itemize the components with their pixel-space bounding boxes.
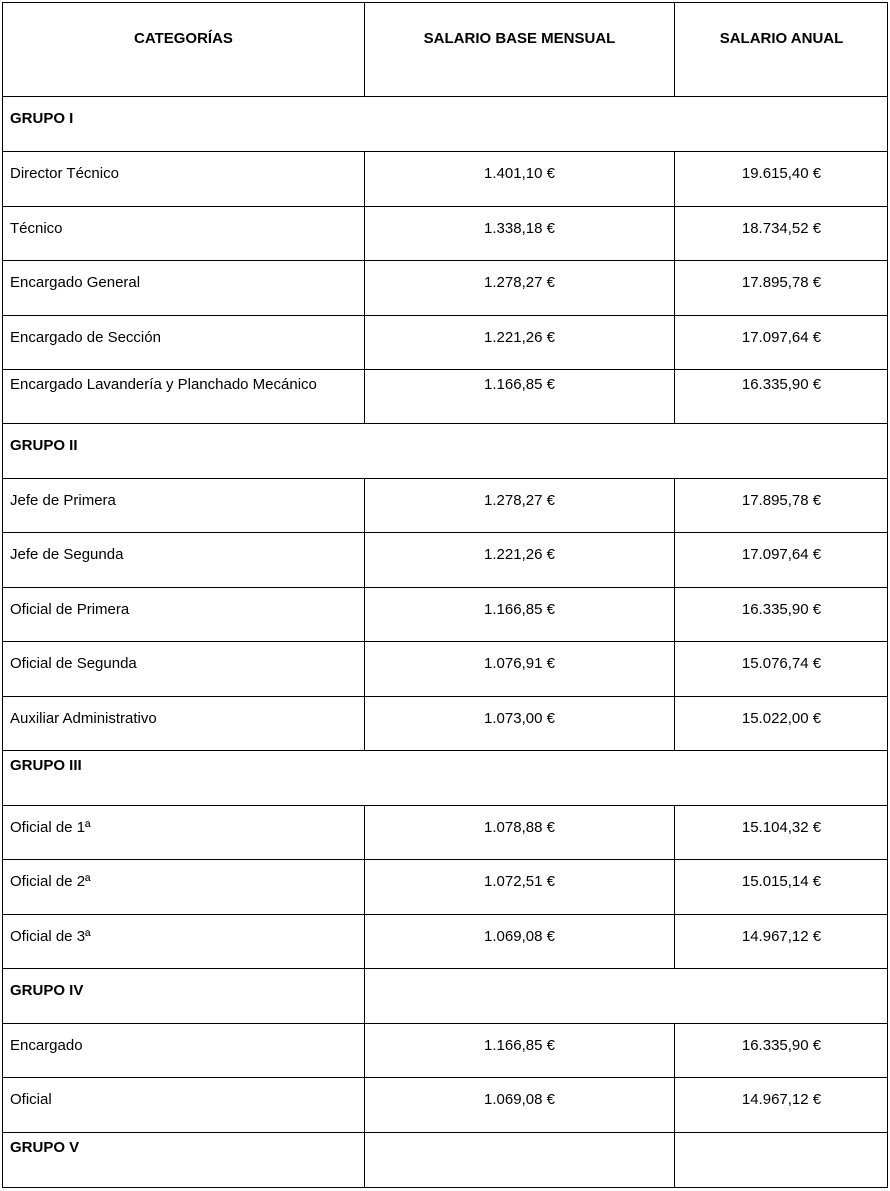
group-row (2, 424, 888, 479)
header-salario-anual: SALARIO ANUAL (674, 3, 888, 96)
annual-salary-cell: 18.734,52 € (674, 207, 888, 260)
annual-salary-cell: 17.097,64 € (674, 533, 888, 587)
annual-salary-cell: 15.022,00 € (674, 697, 888, 750)
group-label: GRUPO II (10, 437, 78, 454)
monthly-salary-cell: 1.166,85 € (364, 588, 674, 641)
annual-salary-cell: 16.335,90 € (674, 370, 888, 423)
table-header-row (2, 2, 888, 97)
category-cell: Jefe de Primera (10, 492, 116, 509)
annual-salary-cell: 17.895,78 € (674, 479, 888, 532)
monthly-salary-cell: 1.278,27 € (364, 261, 674, 315)
monthly-salary-cell: 1.221,26 € (364, 316, 674, 369)
header-categorias: CATEGORÍAS (134, 30, 233, 47)
annual-salary-cell: 17.097,64 € (674, 316, 888, 369)
annual-salary-cell: 15.076,74 € (674, 642, 888, 696)
category-cell: Encargado Lavandería y Planchado Mecánico (10, 376, 317, 393)
group-label: GRUPO V (10, 1139, 80, 1156)
empty-cell (364, 969, 674, 1023)
monthly-salary-cell: 1.072,51 € (364, 860, 674, 914)
category-cell: Técnico (10, 220, 63, 237)
category-cell: Encargado (10, 1037, 83, 1054)
group-row (2, 97, 888, 152)
category-cell: Oficial de Primera (10, 601, 130, 618)
group-row (2, 751, 888, 806)
monthly-salary-cell: 1.078,88 € (364, 806, 674, 859)
monthly-salary-cell: 1.166,85 € (364, 370, 674, 423)
table-row (2, 1024, 888, 1078)
table-row (2, 860, 888, 915)
annual-salary-cell: 15.104,32 € (674, 806, 888, 859)
group-label: GRUPO IV (10, 982, 84, 999)
monthly-salary-cell: 1.221,26 € (364, 533, 674, 587)
group-label: GRUPO I (10, 110, 74, 127)
table-row (2, 316, 888, 370)
table-row (2, 533, 888, 588)
monthly-salary-cell: 1.166,85 € (364, 1024, 674, 1077)
table-row (2, 806, 888, 860)
annual-salary-cell: 16.335,90 € (674, 1024, 888, 1077)
annual-salary-cell: 14.967,12 € (674, 915, 888, 968)
table-row (2, 370, 888, 424)
table-row (2, 152, 888, 207)
monthly-salary-cell: 1.069,08 € (364, 915, 674, 968)
annual-salary-cell: 17.895,78 € (674, 261, 888, 315)
category-cell: Oficial de 3ª (10, 928, 91, 945)
category-cell: Oficial de 1ª (10, 819, 91, 836)
category-cell: Jefe de Segunda (10, 546, 124, 563)
annual-salary-cell: 14.967,12 € (674, 1078, 888, 1132)
header-salario-base-mensual: SALARIO BASE MENSUAL (364, 3, 674, 96)
category-cell: Encargado General (10, 274, 141, 291)
monthly-salary-cell: 1.338,18 € (364, 207, 674, 260)
category-cell: Oficial de 2ª (10, 873, 91, 890)
monthly-salary-cell: 1.401,10 € (364, 152, 674, 206)
group-row (2, 969, 888, 1024)
monthly-salary-cell: 1.069,08 € (364, 1078, 674, 1132)
category-cell: Oficial (10, 1091, 52, 1108)
category-cell: Auxiliar Administrativo (10, 710, 157, 727)
monthly-salary-cell: 1.076,91 € (364, 642, 674, 696)
category-cell: Oficial de Segunda (10, 655, 137, 672)
table-row (2, 207, 888, 261)
table-row (2, 915, 888, 969)
group-row (2, 1133, 888, 1188)
monthly-salary-cell: 1.278,27 € (364, 479, 674, 532)
table-row (2, 261, 888, 316)
group-label: GRUPO III (10, 757, 82, 774)
category-cell: Director Técnico (10, 165, 119, 182)
annual-salary-cell: 16.335,90 € (674, 588, 888, 641)
table-row (2, 697, 888, 751)
table-row (2, 588, 888, 642)
annual-salary-cell: 15.015,14 € (674, 860, 888, 914)
annual-salary-cell: 19.615,40 € (674, 152, 888, 206)
table-row (2, 642, 888, 697)
table-row (2, 479, 888, 533)
empty-cell (674, 1133, 888, 1187)
monthly-salary-cell: 1.073,00 € (364, 697, 674, 750)
table-row (2, 1078, 888, 1133)
empty-cell (364, 1133, 674, 1187)
category-cell: Encargado de Sección (10, 329, 161, 346)
salary-table (2, 2, 888, 1188)
